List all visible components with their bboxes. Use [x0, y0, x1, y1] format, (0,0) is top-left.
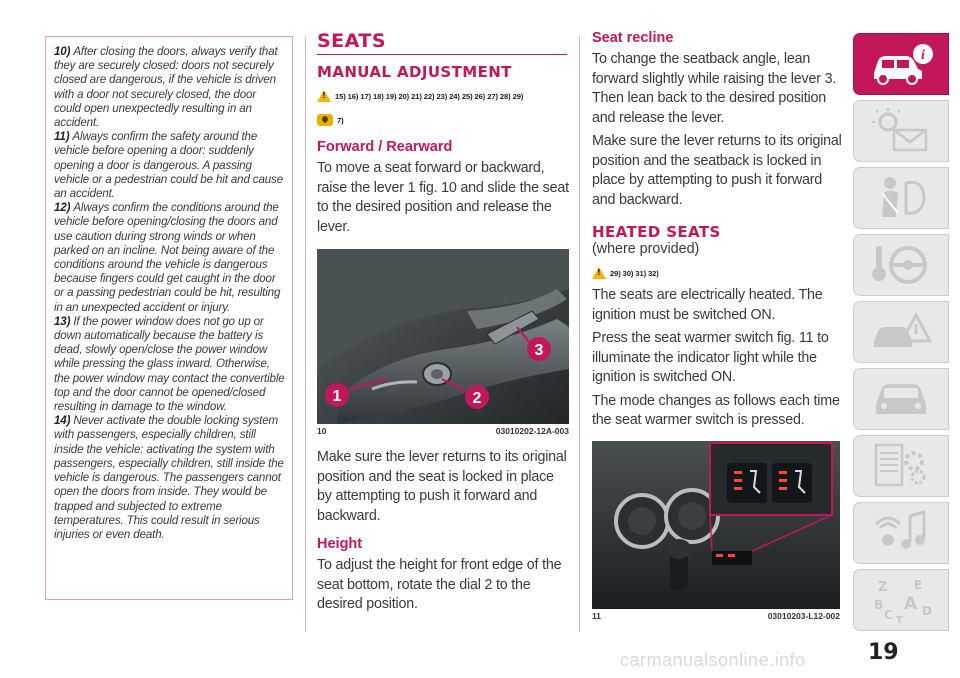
multimedia-icon	[866, 508, 936, 558]
recline-text-2: Make sure the lever returns to its original position and the seatback is locked in place by attempting to push it forward and backward.	[592, 133, 842, 208]
warning-10: 10) After closing the doors, always verify that they are securely closed: doors not securely closed are dangerous, if the vehicle is driven with a door not securely closed, the door could open unexpectedly resulting in an accident.	[54, 45, 278, 130]
figure-number: 10	[317, 426, 327, 436]
car-front-icon	[866, 374, 936, 424]
where-provided-note: (where provided)	[592, 241, 700, 257]
svg-text:B: B	[874, 598, 884, 612]
figure-caption	[317, 426, 569, 436]
svg-text:A: A	[904, 594, 918, 614]
tab-maintenance[interactable]	[853, 368, 949, 430]
warning-references: ! 15) 16) 17) 18) 19) 20) 21) 22) 23) 24) 25) 26) 27) 28) 29)	[317, 87, 569, 105]
column-divider	[579, 36, 580, 632]
tab-starting-driving[interactable]	[853, 234, 949, 296]
warning-11: 11) Always confirm the safety around the vehicle before opening a door: suddenly opening a door is dangerous. A passing vehicle or a pedestrian could be hit and cause an accident.	[54, 130, 283, 201]
lever-text: Make sure the lever returns to its original position and the seat is locked in place by attempting to push it forward and backward.	[317, 449, 567, 524]
warning-car-icon	[866, 307, 936, 357]
recline-text-1: To change the seatback angle, lean forward slightly while raising the lever 3. Then lean back to the desired position and release the lever.	[592, 51, 837, 126]
seat-adjust-image	[317, 249, 569, 424]
tab-technical-data[interactable]	[853, 435, 949, 497]
callout-1: 1	[332, 388, 342, 405]
section-title: SEATS	[317, 30, 567, 55]
warning-13: 13) If the power window does not go up or down automatically because the battery is dead, slowly open/close the power window while pressing the glass inward. Otherwise, the power window may contact the convertible top and the door cannot be opened/closed resulting in damage to the window.	[54, 314, 285, 414]
figure-code: 03010203-L12-002	[767, 610, 840, 621]
figure-number: 11	[592, 610, 601, 621]
recline-heading: Seat recline	[592, 30, 674, 46]
svg-text:i: i	[921, 48, 925, 63]
alphabet-index-icon	[866, 575, 936, 625]
height-text: To adjust the height for front edge of the seat bottom, rotate the dial 2 to the desired position.	[317, 557, 562, 612]
svg-text:D: D	[922, 604, 932, 618]
lights-envelope-icon	[866, 106, 936, 156]
figure-code: 03010202-12A-003	[495, 426, 569, 436]
tab-emergency[interactable]	[853, 301, 949, 363]
subsection-title: MANUAL ADJUSTMENT	[317, 63, 512, 81]
svg-text:T: T	[896, 615, 903, 625]
heated-text-2: Press the seat warmer switch fig. 11 to illuminate the indicator light while the ignition is switched ON.	[592, 330, 829, 385]
forward-text: To move a seat forward or backward, raise the lever 1 fig. 10 and slide the seat to the desired position and release the lever.	[317, 160, 569, 235]
car-info-icon	[866, 39, 936, 89]
warning-12: 12) Always confirm the conditions around the vehicle before opening/closing the doors and use caution during strong winds or when parked on an incline. Not being aware of the conditions around the vehicle is dangerous because fingers could get caught in the door or a passing pedestrian could be hit, resulting in an unexpected accident or injury.	[54, 201, 281, 314]
seat-warmer-image	[592, 441, 840, 609]
page-number: 19	[868, 640, 899, 665]
warning-triangle-icon	[592, 267, 606, 279]
warnings-box	[45, 36, 293, 600]
svg-text:Z: Z	[878, 580, 888, 595]
tab-car-info[interactable]	[853, 33, 949, 95]
seatbelt-airbag-icon	[866, 173, 936, 223]
tab-lights-messages[interactable]	[853, 100, 949, 162]
watermark: carmanualsonline.info	[620, 650, 806, 670]
figure-caption	[592, 611, 840, 621]
forward-heading: Forward / Rearward	[317, 139, 453, 155]
column-divider	[305, 36, 306, 632]
heated-text-3: The mode changes as follows each time the seat warmer switch is pressed.	[592, 392, 840, 428]
note-references: 7)	[317, 111, 569, 129]
svg-text:C: C	[884, 608, 893, 622]
heated-warning-references: ! 29) 30) 31) 32)	[592, 264, 842, 282]
tab-multimedia[interactable]	[853, 502, 949, 564]
heated-text-1: The seats are electrically heated. The ignition must be switched ON.	[592, 287, 823, 323]
callout-2: 2	[472, 390, 482, 407]
figure-11	[592, 441, 840, 621]
tab-index[interactable]	[853, 569, 949, 631]
heated-seats-heading: HEATED SEATS	[592, 223, 721, 241]
callout-3: 3	[534, 342, 544, 359]
key-steering-icon	[866, 240, 936, 290]
warning-14: 14) Never activate the double locking system with passengers, especially children, still inside the vehicle: activating the system with passengers, especially children, still inside the vehicle is dangerous. The passengers cannot open the doors from inside. They would be trapped and subjected to extreme temperatures. This could result in serious injuries or even death.	[54, 414, 284, 541]
chapter-tabs	[853, 33, 953, 636]
svg-text:E: E	[914, 578, 923, 592]
warning-triangle-icon	[317, 90, 331, 102]
recline-column	[592, 30, 842, 621]
document-gears-icon	[866, 441, 936, 491]
note-icon	[317, 114, 333, 126]
seats-column	[317, 30, 569, 615]
figure-10	[317, 249, 569, 436]
tab-safety[interactable]	[853, 167, 949, 229]
height-heading: Height	[317, 536, 363, 552]
